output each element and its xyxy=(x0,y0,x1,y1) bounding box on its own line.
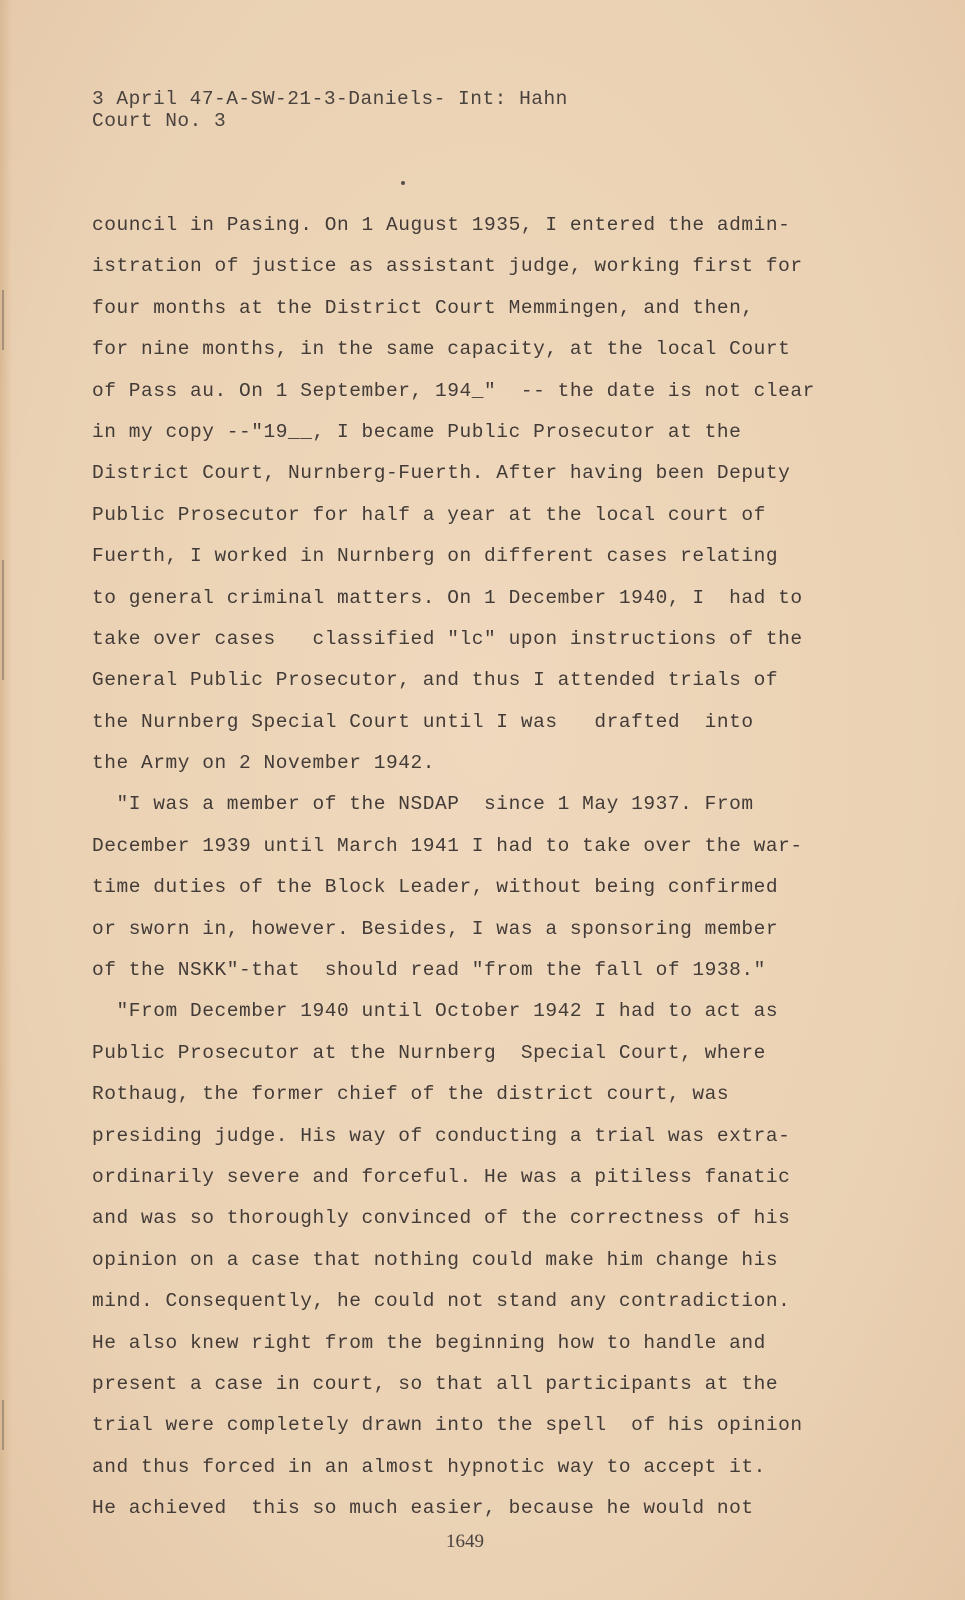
text-line: for nine months, in the same capacity, at the local Court xyxy=(92,338,791,361)
text-line: or sworn in, however. Besides, I was a sponsoring member xyxy=(92,917,779,940)
text-line: December 1939 until March 1941 I had to take over the war- xyxy=(92,834,803,857)
text-line: istration of justice as assistant judge, working first for xyxy=(92,255,803,278)
text-line: opinion on a case that nothing could make him change his xyxy=(92,1248,779,1271)
text-line: time duties of the Block Leader, without being confirmed xyxy=(92,876,779,899)
body-text xyxy=(92,205,932,1530)
text-line: mind. Consequently, he could not stand any contradiction. xyxy=(92,1290,791,1313)
text-line: present a case in court, so that all participants at the xyxy=(92,1372,779,1395)
fold-mark xyxy=(2,1400,4,1450)
text-line: General Public Prosecutor, and thus I attended trials of xyxy=(92,669,779,692)
text-line: Rothaug, the former chief of the district court, was xyxy=(92,1083,730,1106)
header-line-2: Court No. 3 xyxy=(92,110,227,132)
text-line: the Army on 2 November 1942. xyxy=(92,752,436,775)
text-line: of the NSKK"-that should read "from the fall of 1938." xyxy=(92,959,766,982)
text-line: Public Prosecutor for half a year at the local court of xyxy=(92,503,766,526)
text-line: to general criminal matters. On 1 December 1940, I had to xyxy=(92,586,803,609)
text-line: He also knew right from the beginning how to handle and xyxy=(92,1331,766,1354)
paper-edge xyxy=(0,0,12,1600)
text-line: presiding judge. His way of conducting a trial was extra- xyxy=(92,1124,791,1147)
text-line: and thus forced in an almost hypnotic way to accept it. xyxy=(92,1455,766,1478)
text-line: Public Prosecutor at the Nurnberg Special Court, where xyxy=(92,1041,766,1064)
text-line: Fuerth, I worked in Nurnberg on different cases relating xyxy=(92,545,779,568)
text-line: He achieved this so much easier, because he would not xyxy=(92,1497,754,1520)
text-line: in my copy --"19__, I became Public Prosecutor at the xyxy=(92,420,742,443)
page-number: 1649 xyxy=(446,1531,484,1552)
text-line: ordinarily severe and forceful. He was a pitiless fanatic xyxy=(92,1165,791,1188)
page-mark xyxy=(401,181,405,185)
text-line: "I was a member of the NSDAP since 1 May 1937. From xyxy=(92,793,754,816)
document-header xyxy=(92,88,568,132)
text-line: the Nurnberg Special Court until I was drafted into xyxy=(92,710,754,733)
text-line: take over cases classified "lc" upon instructions of the xyxy=(92,627,803,650)
text-line: "From December 1940 until October 1942 I had to act as xyxy=(92,1000,779,1023)
text-line: District Court, Nurnberg-Fuerth. After having been Deputy xyxy=(92,462,791,485)
fold-mark xyxy=(2,560,4,680)
header-line-1: 3 April 47-A-SW-21-3-Daniels- Int: Hahn xyxy=(92,88,568,110)
text-line: of Pass au. On 1 September, 194_" -- the date is not clear xyxy=(92,379,815,402)
text-line: and was so thoroughly convinced of the correctness of his xyxy=(92,1207,791,1230)
text-line: council in Pasing. On 1 August 1935, I entered the admin- xyxy=(92,214,791,236)
text-line: four months at the District Court Memmingen, and then, xyxy=(92,296,754,319)
text-line: trial were completely drawn into the spell of his opinion xyxy=(92,1414,803,1437)
fold-mark xyxy=(2,290,4,350)
